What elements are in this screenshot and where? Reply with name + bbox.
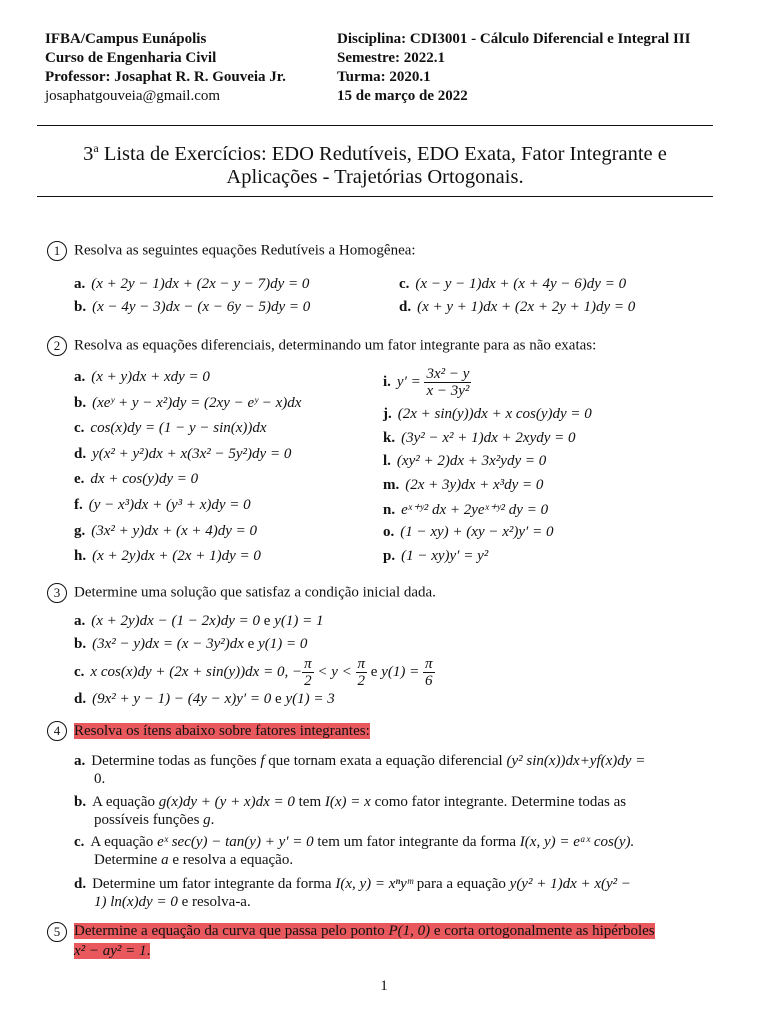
q1-item-a: a. (x + 2y − 1)dx + (2x − y − 7)dy = 0 <box>74 276 310 292</box>
question-number: 1 <box>47 241 67 261</box>
question-2 <box>47 336 596 356</box>
q2-item-c: c. cos(x)dy = (1 − y − sin(x))dx <box>74 420 267 436</box>
discipline: Disciplina: CDI3001 - Cálculo Diferencial e Integral III <box>337 31 691 47</box>
page-title: 3$^a$ Lista de Exercícios: EDO Redutíveis, EDO Exata, Fator Integrante e Aplicações - Trajetórias Ortogonais. <box>83 141 667 188</box>
question-number: 2 <box>47 336 67 356</box>
question-4 <box>47 721 370 741</box>
q4-item-b: b. A equação g(x)dy + (y + x)dx = 0 tem I(x) = x como fator integrante. Determine todas as possíveis funções g. <box>74 794 627 828</box>
q2-item-m: m. (2x + 3y)dx + x³dy = 0 <box>383 477 544 493</box>
q2-item-i: i. y′ = $\frac{\text{3x² − y}}{\text{x − 3y²}}$ <box>383 366 470 399</box>
question-1 <box>47 241 416 261</box>
q4-item-a: a. Determine todas as funções f que tornam exata a equação diferencial (y² sin(x))dx+yf(x)dy = 0. <box>74 753 646 787</box>
page-number: 1 <box>380 978 388 994</box>
q1-item-d: d. (x + y + 1)dx + (2x + 2y + 1)dy = 0 <box>399 299 636 315</box>
class: Turma: 2020.1 <box>337 69 431 85</box>
fraction: $\frac{\text{3x² − y}}{\text{x − 3y²}}$ <box>426 366 470 399</box>
q3-item-b: b. (3x² − y)dx = (x − 3y²)dx e y(1) = 0 <box>74 636 308 652</box>
question-text: Determine a equação da curva que passa pelo ponto P(1, 0) e corta ortogonalmente as hipérboles <box>74 923 655 940</box>
q2-item-p: p. (1 − xy)y′ = y² <box>383 548 489 564</box>
question-5: 5 Determine a equação da curva que passa pelo ponto P(1, 0) e corta ortogonalmente as hipérboles x² − ay² = 1. <box>47 922 717 961</box>
q3-item-a: a. (x + 2y)dx − (1 − 2x)dy = 0 e y(1) = 1 <box>74 613 324 629</box>
header-left <box>45 30 286 106</box>
question-3 <box>47 583 436 603</box>
q2-item-g: g. (3x² + y)dx + (x + 4)dy = 0 <box>74 523 258 539</box>
question-number: 3 <box>47 583 67 603</box>
q4-item-d: d. Determine um fator integrante da forma I(x, y) = xⁿyᵐ para a equação y(y² + 1)dx + x(y² − 1) ln(x)dy = 0 e resolva-a. <box>74 876 632 910</box>
top-rule <box>37 125 713 126</box>
q3-item-c: c. x cos(x)dy + (2x + sin(y))dx = 0, − $\frac{\pi}{2}$ < y < $\frac{\pi}{2}$ e y(1) = $\frac{\pi}{6}$ <box>74 656 433 689</box>
q2-item-h: h. (x + 2y)dx + (2x + 1)dy = 0 <box>74 548 261 564</box>
q2-item-k: k. (3y² − x² + 1)dx + 2xydy = 0 <box>383 430 576 446</box>
bottom-rule <box>37 196 713 197</box>
q2-item-n: n. eˣ⁺ʸ² dx + 2yeˣ⁺ʸ² dy = 0 <box>383 502 549 518</box>
q3-item-d: d. (9x² + y − 1) − (4y − x)y′ = 0 e y(1) = 3 <box>74 691 335 707</box>
q2-item-a: a. (x + y)dx + xdy = 0 <box>74 369 210 385</box>
q1-item-b: b. (x − 4y − 3)dx − (x − 6y − 5)dy = 0 <box>74 299 311 315</box>
q2-item-d: d. y(x² + y²)dx + x(3x² − 5y²)dy = 0 <box>74 446 292 462</box>
q2-item-f: f. (y − x³)dx + (y³ + x)dy = 0 <box>74 497 251 513</box>
q4-item-c: c. A equação eˣ sec(y) − tan(y) + y′ = 0 tem um fator integrante da forma I(x, y) = eᵃˣ cos(y). Determine a e resolva a equação. <box>74 834 635 868</box>
title-line-1: Lista de Exercícios: EDO Redutíveis, EDO Exata, Fator Integrante e <box>103 142 667 165</box>
q2-item-l: l. (xy² + 2)dx + 3x²ydy = 0 <box>383 453 547 469</box>
professor: Professor: Josaphat R. R. Gouveia Jr. <box>45 69 286 85</box>
question-number: 4 <box>47 721 67 741</box>
question-text: Resolva os ítens abaixo sobre fatores integrantes: <box>74 722 370 739</box>
date: 15 de março de 2022 <box>337 88 468 104</box>
q1-item-c: c. (x − y − 1)dx + (x + 4y − 6)dy = 0 <box>399 276 627 292</box>
email: josaphatgouveia@gmail.com <box>45 88 221 104</box>
q2-item-o: o. (1 − xy) + (xy − x²)y′ = 0 <box>383 524 554 540</box>
q2-item-b: b. (xeʸ + y − x²)dy = (2xy − eʸ − x)dx <box>74 395 302 411</box>
header-right <box>337 30 690 106</box>
institution: IFBA/Campus Eunápolis <box>45 31 207 47</box>
semester: Semestre: 2022.1 <box>337 50 446 66</box>
q2-item-j: j. (2x + sin(y))dx + x cos(y)dy = 0 <box>383 406 592 422</box>
question-text: Resolva as equações diferenciais, determinando um fator integrante para as não exatas: <box>74 337 597 354</box>
course: Curso de Engenharia Civil <box>45 50 217 66</box>
question-number: 5 <box>47 922 67 942</box>
title-line-2: Aplicações - Trajetórias Ortogonais. <box>226 165 524 188</box>
question-text: Resolva as seguintes equações Redutíveis a Homogênea: <box>74 242 416 259</box>
q2-item-e: e. dx + cos(y)dy = 0 <box>74 471 199 487</box>
question-text: Determine uma solução que satisfaz a condição inicial dada. <box>74 584 436 601</box>
